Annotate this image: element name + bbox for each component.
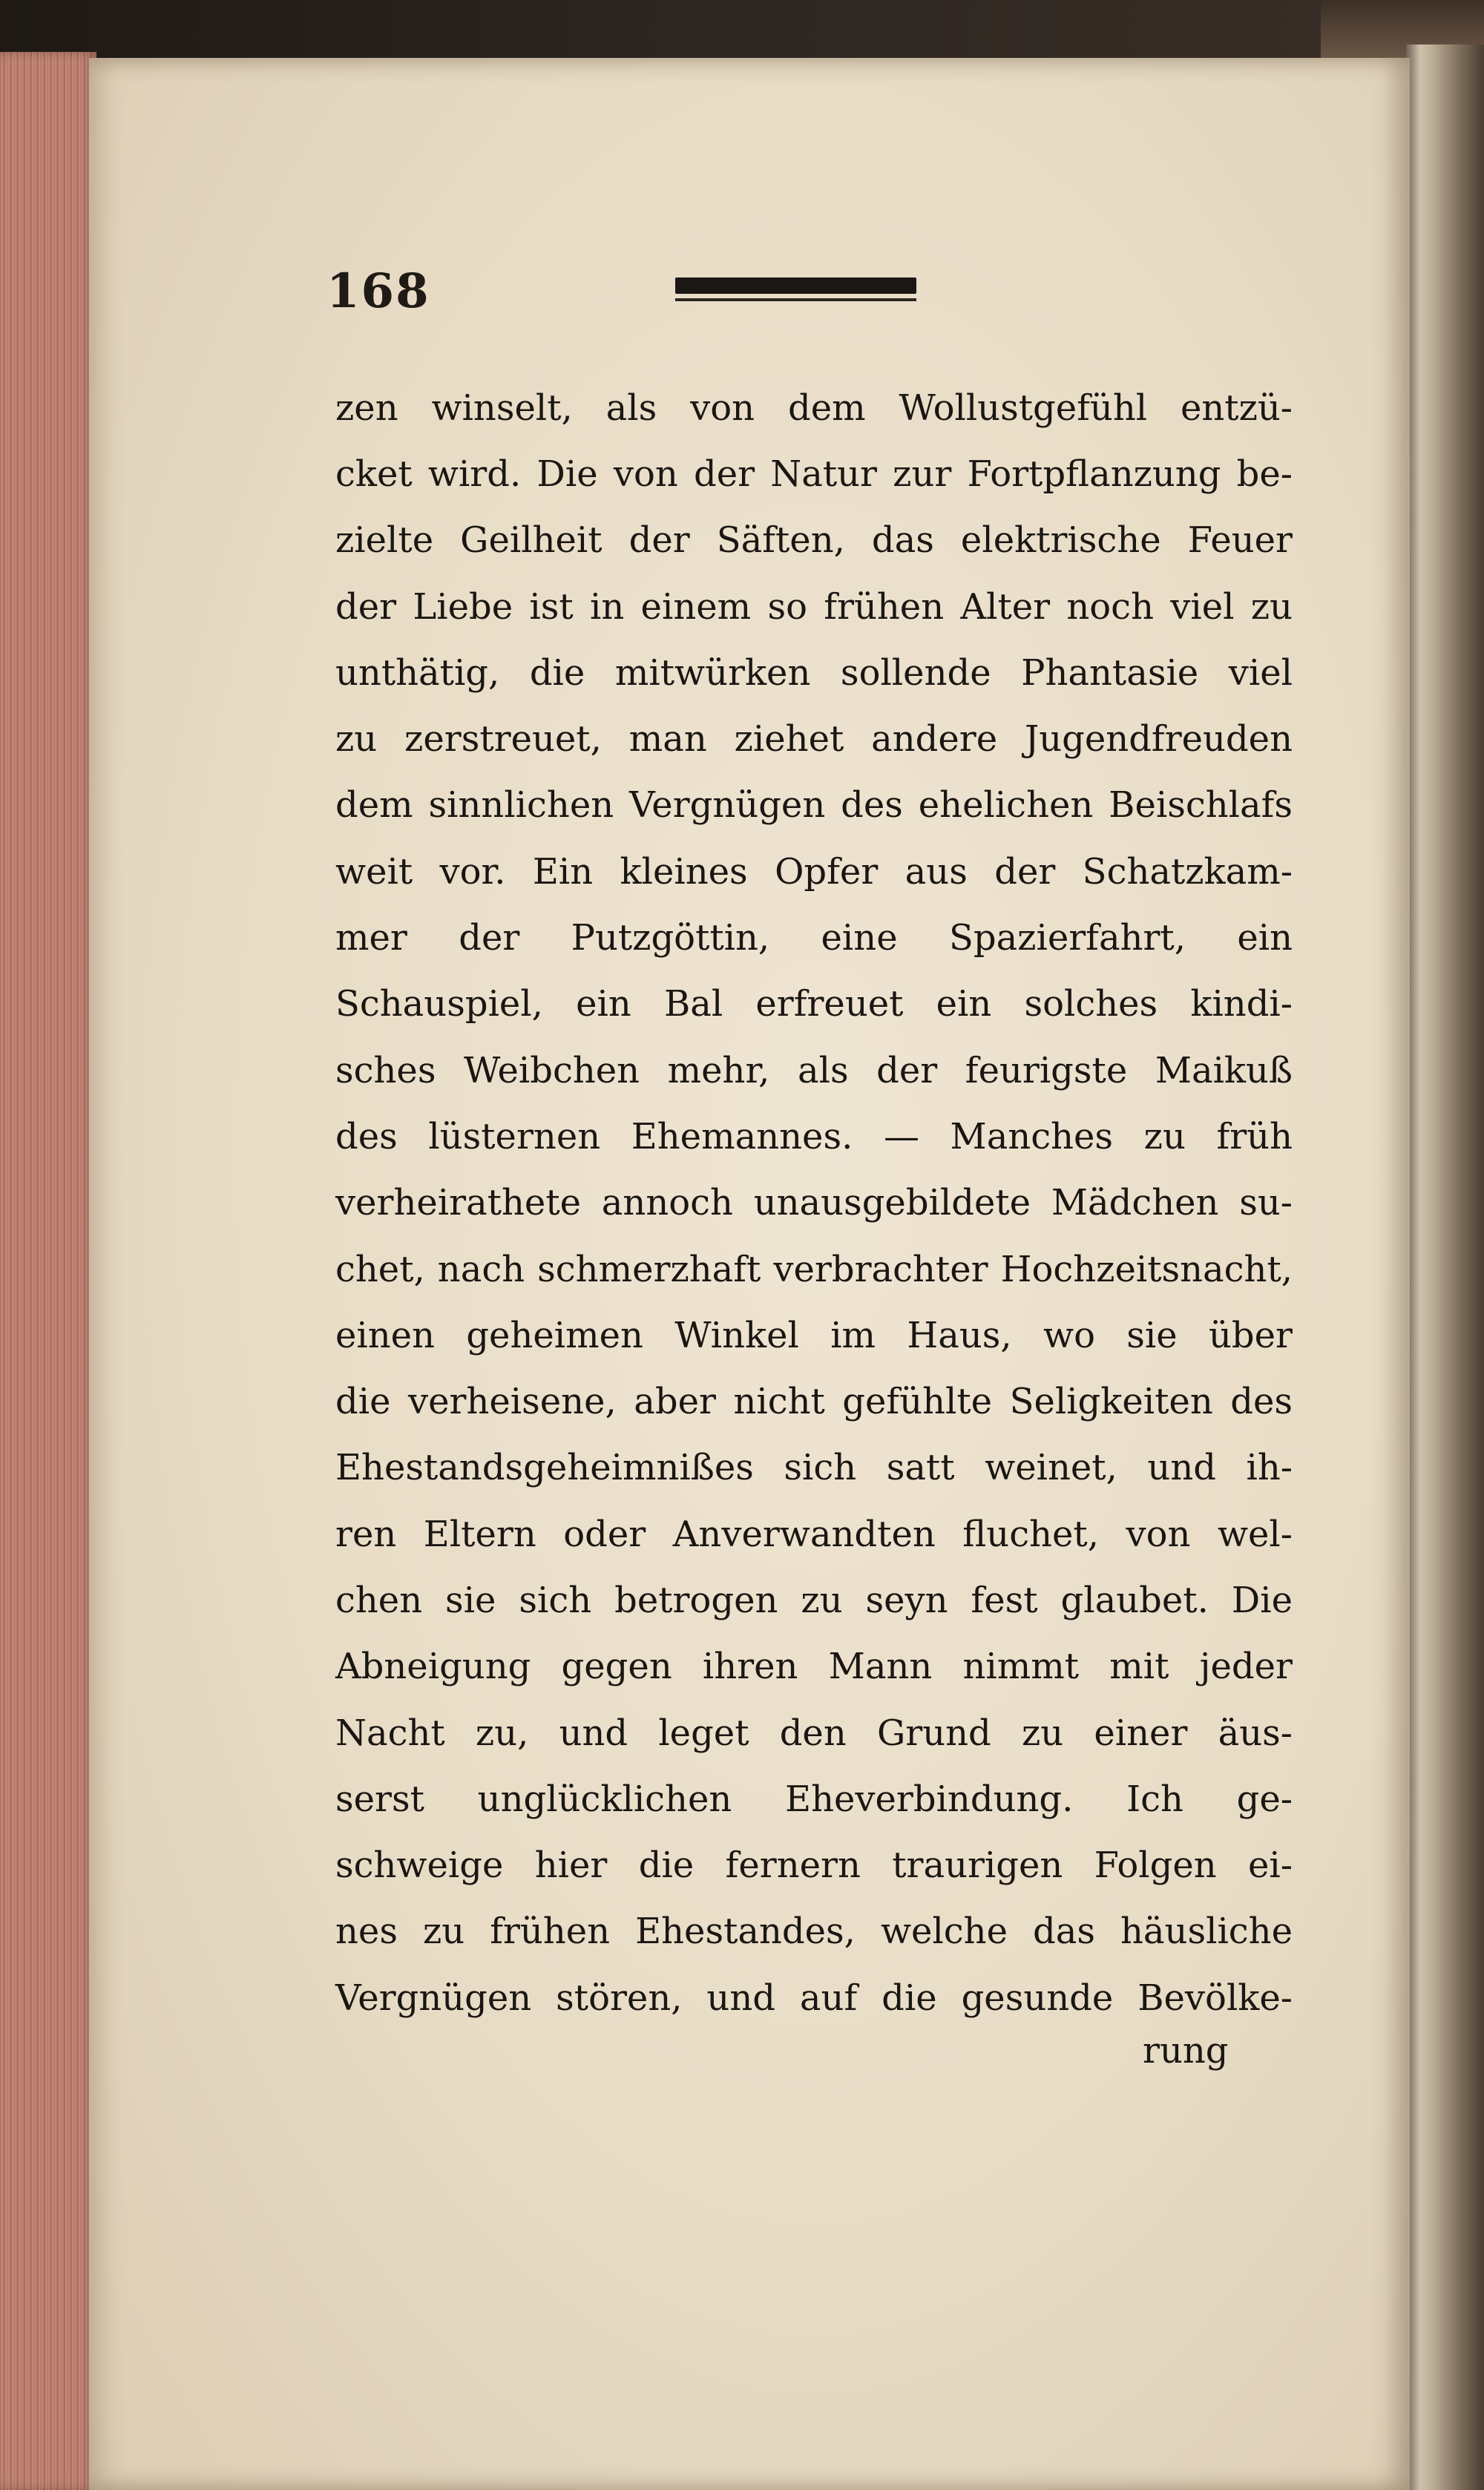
- text-line: weit vor. Ein kleines Opfer aus der Schatzkam-: [335, 850, 1293, 893]
- text-line: nes zu frühen Ehestandes, welche das häusliche: [335, 1911, 1293, 1953]
- text-line: verheirathete annoch unausgebildete Mädchen su-: [335, 1182, 1293, 1224]
- text-line: Schauspiel, ein Bal erfreuet ein solches kindi-: [335, 983, 1293, 1025]
- page-edges-left: [0, 52, 96, 2490]
- text-line: chen sie sich betrogen zu seyn fest glaubet. Die: [335, 1579, 1293, 1621]
- text-line: Vergnügen stören, und auf die gesunde Bevölke-: [335, 1977, 1293, 2019]
- text-line: mer der Putzgöttin, eine Spazierfahrt, ein: [335, 917, 1293, 959]
- text-line: zielte Geilheit der Säften, das elektrische Feuer: [335, 519, 1293, 562]
- text-line: ren Eltern oder Anverwandten fluchet, von wel-: [335, 1513, 1293, 1555]
- text-line: zu zerstreuet, man ziehet andere Jugendfreuden: [335, 718, 1293, 761]
- page-number: 168: [326, 263, 430, 319]
- text-line: zen winselt, als von dem Wollustgefühl entzü-: [335, 387, 1293, 429]
- text-line: Nacht zu, und leget den Grund zu einer äus-: [335, 1712, 1293, 1754]
- text-line: serst unglücklichen Eheverbindung. Ich ge-: [335, 1778, 1293, 1820]
- header-ornament-rule-thin: [675, 298, 916, 301]
- text-line: die verheisene, aber nicht gefühlte Seligkeiten des: [335, 1381, 1293, 1423]
- text-line: cket wird. Die von der Natur zur Fortpflanzung be-: [335, 453, 1293, 495]
- text-line: der Liebe ist in einem so frühen Alter noch viel zu: [335, 585, 1293, 628]
- text-line: schweige hier die fernern traurigen Folgen ei-: [335, 1844, 1293, 1887]
- catchword: rung: [1143, 2030, 1229, 2072]
- header-ornament-rule: [675, 277, 916, 294]
- text-line: Abneigung gegen ihren Mann nimmt mit jeder: [335, 1646, 1293, 1688]
- text-line: unthätig, die mitwürken sollende Phantasie viel: [335, 651, 1293, 694]
- body-text: [335, 375, 1293, 2031]
- text-line: chet, nach schmerzhaft verbrachter Hochzeitsnacht,: [335, 1248, 1293, 1290]
- text-line: dem sinnlichen Vergnügen des ehelichen Beischlafs: [335, 784, 1293, 827]
- text-line: Ehestandsgeheimnißes sich satt weinet, und ih-: [335, 1447, 1293, 1489]
- text-line: des lüsternen Ehemannes. — Manches zu früh: [335, 1115, 1293, 1157]
- page-edges-right: [1406, 45, 1484, 2490]
- text-line: sches Weibchen mehr, als der feurigste Maikuß: [335, 1049, 1293, 1091]
- text-line: einen geheimen Winkel im Haus, wo sie über: [335, 1314, 1293, 1356]
